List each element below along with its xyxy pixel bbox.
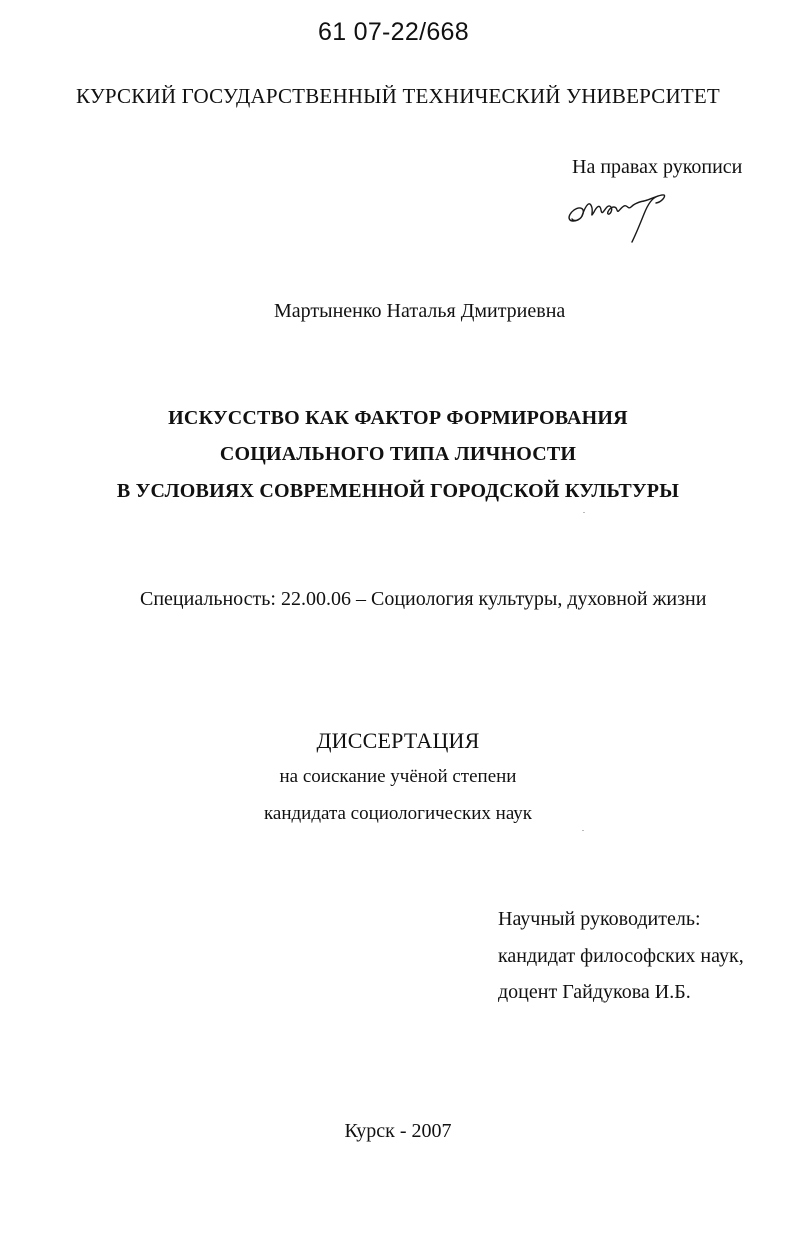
supervisor-name: доцент Гайдукова И.Б. [498, 981, 691, 1003]
manuscript-rights-note: На правах рукописи [572, 156, 743, 178]
author-signature [560, 186, 680, 246]
supervisor-degree: кандидат философских наук, [498, 945, 744, 967]
scan-speck [582, 830, 584, 831]
catalog-number: 61 07-22/668 [318, 18, 469, 46]
signature-stroke-initial [569, 208, 583, 221]
dissertation-title-line-3: В УСЛОВИЯХ СОВРЕМЕННОЙ ГОРОДСКОЙ КУЛЬТУРЫ [116, 480, 680, 502]
city-year: Курск - 2007 [344, 1120, 452, 1142]
dissertation-title-line-1: ИСКУССТВО КАК ФАКТОР ФОРМИРОВАНИЯ [168, 407, 628, 429]
document-type: ДИССЕРТАЦИЯ [316, 728, 480, 753]
author-name: Мартыненко Наталья Дмитриевна [274, 300, 566, 322]
degree-line-2: кандидата социологических наук [263, 803, 533, 824]
signature-stroke-body [582, 201, 644, 216]
degree-line-1: на соискание учёной степени [279, 766, 517, 787]
dissertation-title-line-2: СОЦИАЛЬНОГО ТИПА ЛИЧНОСТИ [219, 443, 577, 465]
specialty-line: Специальность: 22.00.06 – Социология культуры, духовной жизни [140, 588, 707, 610]
university-name: КУРСКИЙ ГОСУДАРСТВЕННЫЙ ТЕХНИЧЕСКИЙ УНИВЕРСИТЕТ [76, 84, 720, 108]
supervisor-label: Научный руководитель: [498, 908, 701, 930]
scan-speck [583, 512, 585, 513]
